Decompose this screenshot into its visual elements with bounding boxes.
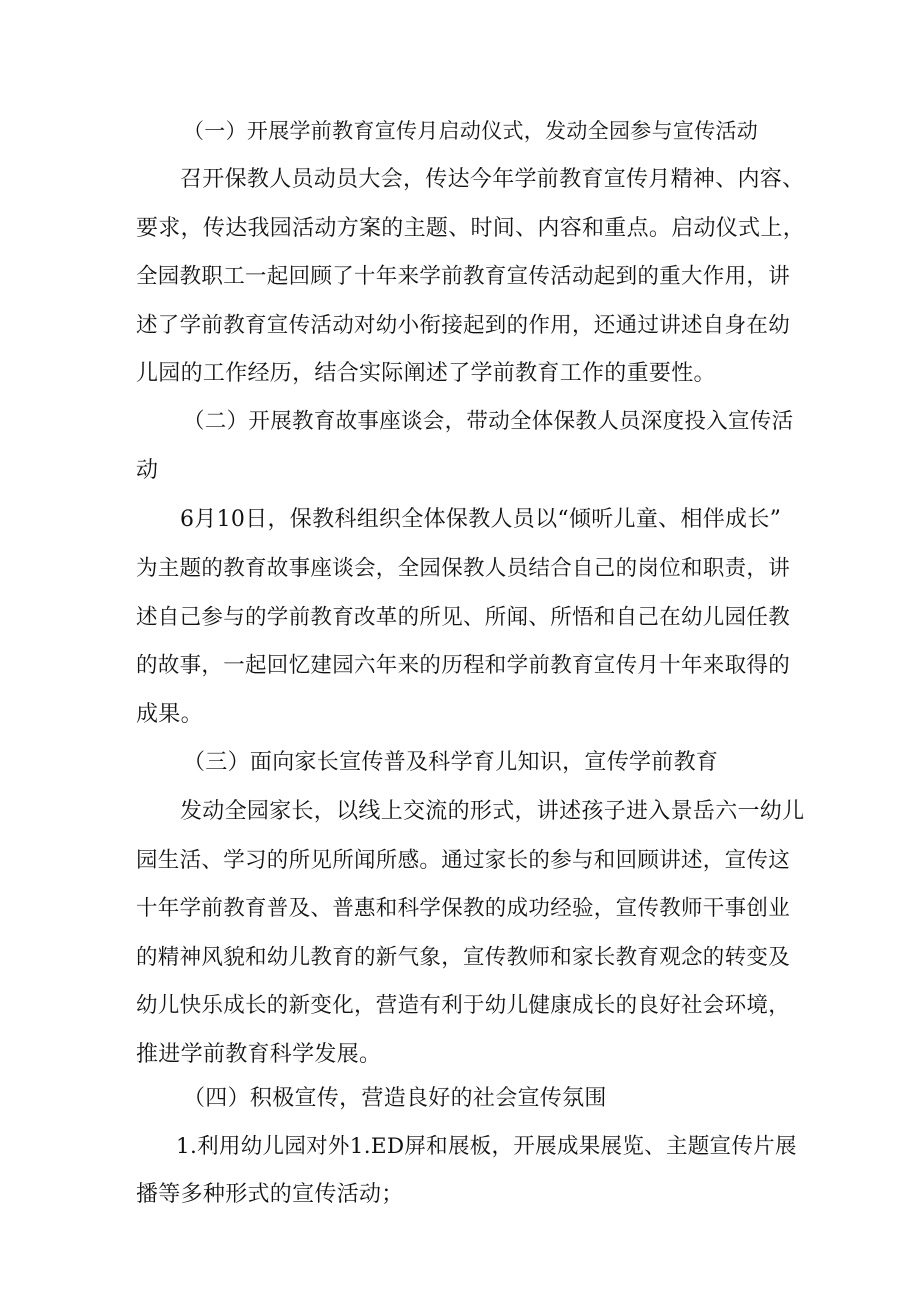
paragraph-line: 的故事，一起回忆建园六年来的历程和学前教育宣传月十年来取得的 (136, 653, 791, 678)
paragraph-line: 为主题的教育故事座谈会，全园保教人员结合自己的岗位和职责，讲 (136, 556, 791, 581)
paragraph-line: 要求，传达我园活动方案的主题、时间、内容和重点。启动仪式上， (136, 216, 806, 241)
paragraph-line: 动 (136, 458, 159, 483)
paragraph-line: 的精神风貌和幼儿教育的新气象，宣传教师和家长教育观念的转变及 (136, 945, 791, 970)
paragraph-line: 召开保教人员动员大会，传达今年学前教育宣传月精神、内容、 (180, 167, 805, 192)
paragraph-line: 全园教职工一起回顾了十年来学前教育宣传活动起到的重大作用，讲 (136, 264, 791, 289)
list-item-line: 播等多种形式的宣传活动； (136, 1182, 404, 1207)
paragraph-line: 6月10日，保教科组织全体保教人员以“倾听儿童、相伴成长” (180, 507, 782, 532)
list-item-line: 1.利用幼儿园对外1.ED屏和展板，开展成果展览、主题宣传片展 (176, 1134, 797, 1159)
paragraph-line: 述自己参与的学前教育改革的所见、所闻、所悟和自己在幼儿园任教 (136, 605, 791, 630)
paragraph-line: 成果。 (136, 702, 203, 727)
heading-section-2: （二）开展教育故事座谈会，带动全体保教人员深度投入宣传活 (183, 409, 794, 434)
heading-section-1: （一）开展学前教育宣传月启动仪式，发动全园参与宣传活动 (183, 119, 759, 143)
paragraph-line: 十年学前教育普及、普惠和科学保教的成功经验，宣传教师干事创业 (136, 896, 791, 921)
paragraph-line: 幼儿快乐成长的新变化，营造有利于幼儿健康成长的良好社会环境， (136, 993, 791, 1018)
heading-section-4: （四）积极宣传，营造良好的社会宣传氛围 (183, 1086, 607, 1111)
paragraph-line: 发动全园家长，以线上交流的形式，讲述孩子进入景岳六一幼儿 (180, 799, 805, 824)
paragraph-line: 述了学前教育宣传活动对幼小衔接起到的作用，还通过讲述自身在幼 (136, 313, 791, 338)
paragraph-line: 园生活、学习的所见所闻所感。通过家长的参与和回顾讲述，宣传这 (136, 848, 791, 873)
heading-section-3: （三）面向家长宣传普及科学育儿知识，宣传学前教育 (183, 750, 719, 775)
paragraph-line: 儿园的工作经历，结合实际阐述了学前教育工作的重要性。 (136, 361, 716, 386)
paragraph-line: 推进学前教育科学发展。 (136, 1042, 382, 1067)
